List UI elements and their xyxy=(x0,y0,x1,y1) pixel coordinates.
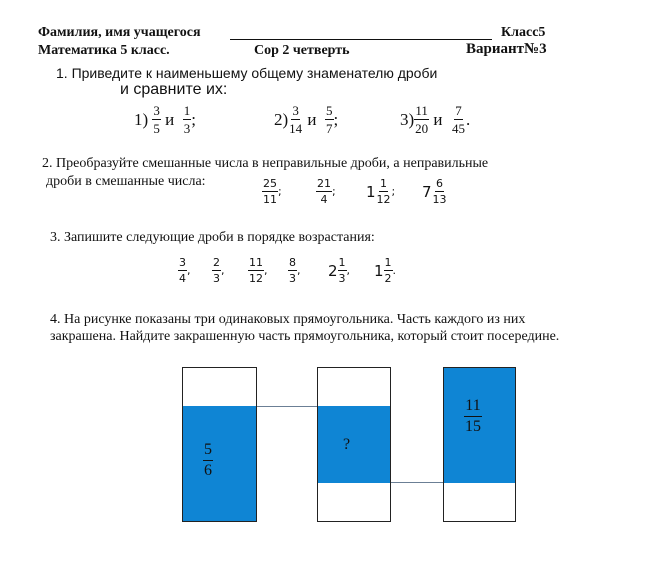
task4-text-line1: 4. На рисунке показаны три одинаковых прямоугольника. Часть каждого из них xyxy=(50,312,526,327)
task4-text-line2: закрашена. Найдите закрашенную часть прямоугольника, который стоит посередине. xyxy=(50,329,560,344)
task2-mixed-1: 1 $\frac{1}{12}$ ; xyxy=(366,177,396,206)
rectangle-left xyxy=(182,367,257,522)
task3-mixed-1: 2 $\frac{1}{3}$ , xyxy=(328,256,351,285)
task3-mixed-2: 1 $\frac{1}{2}$ . xyxy=(374,256,397,285)
task2-fraction-1: $\frac{25}{11}$ ; xyxy=(263,177,282,206)
fraction: $\frac{1}{3}$ xyxy=(183,103,191,136)
fraction: $\frac{3}{4}$ xyxy=(179,256,186,285)
connector-line-left xyxy=(256,406,318,407)
task3-fraction-1: $\frac{3}{4}$ , xyxy=(179,256,191,285)
subject-label: Математика 5 класс. xyxy=(38,43,170,58)
task2-fraction-2: $\frac{21}{4}$ ; xyxy=(317,177,336,206)
fraction: $\frac{1}{2}$ xyxy=(384,256,392,285)
task3-fraction-3: $\frac{11}{12}$ , xyxy=(249,256,268,285)
task3-fraction-2: $\frac{2}{3}$ , xyxy=(213,256,225,285)
fraction: $\frac{1}{3}$ xyxy=(338,256,346,285)
shaded-part-left xyxy=(183,406,256,521)
name-blank-line xyxy=(230,39,492,40)
fraction: $\frac{11}{12}$ xyxy=(249,256,263,285)
task3-fraction-4: $\frac{8}{3}$ , xyxy=(289,256,301,285)
task2-text-line1: 2. Преобразуйте смешанные числа в неправильные дроби, а неправильные xyxy=(42,156,489,171)
class-label: Класс5 xyxy=(501,25,546,40)
fraction-right: $\frac{11}{15}$ xyxy=(465,397,481,435)
variant-label: Вариант№3 xyxy=(466,41,547,57)
fraction: $\frac{5}{7}$ xyxy=(326,103,333,136)
task1-item-2: 2) $\frac{3}{14}$ и $\frac{5}{7}$ ; xyxy=(274,103,339,136)
fraction: $\frac{2}{3}$ xyxy=(213,256,220,285)
fraction: $\frac{21}{4}$ xyxy=(317,177,331,206)
rectangle-middle xyxy=(317,367,391,522)
fraction: $\frac{3}{14}$ xyxy=(289,103,303,136)
task1-text-line1: 1. Приведите к наименьшему общему знаменателю дроби xyxy=(56,65,438,81)
task2-text-line2: дроби в смешанные числа: xyxy=(46,174,206,189)
sor-label: Сор 2 четверть xyxy=(254,43,350,58)
fraction: $\frac{3}{5}$ xyxy=(153,103,160,136)
task3-text: 3. Запишите следующие дроби в порядке возрастания: xyxy=(50,230,375,245)
fraction: $\frac{6}{13}$ xyxy=(432,177,447,206)
fraction: $\frac{7}{45}$ xyxy=(452,103,466,136)
task1-item-3: 3) $\frac{11}{20}$ и $\frac{7}{45}$ . xyxy=(400,103,471,136)
name-label: Фамилия, имя учащегося xyxy=(38,25,201,40)
fraction-left: $\frac{5}{6}$ xyxy=(204,441,212,479)
connector-line-right xyxy=(390,482,444,483)
fraction: $\frac{1}{12}$ xyxy=(376,177,391,206)
question-mark: ? xyxy=(343,436,351,453)
fraction: $\frac{11}{20}$ xyxy=(415,103,429,136)
task1-item-1: 1) $\frac{3}{5}$ и $\frac{1}{3}$ ; xyxy=(134,103,197,136)
task2-mixed-2: 7 $\frac{6}{13}$ xyxy=(422,177,447,206)
fraction: $\frac{8}{3}$ xyxy=(289,256,296,285)
task1-text-line2: и сравните их: xyxy=(120,81,228,98)
shaded-part-middle xyxy=(318,406,390,483)
fraction: $\frac{25}{11}$ xyxy=(263,177,277,206)
rectangle-right xyxy=(443,367,516,522)
